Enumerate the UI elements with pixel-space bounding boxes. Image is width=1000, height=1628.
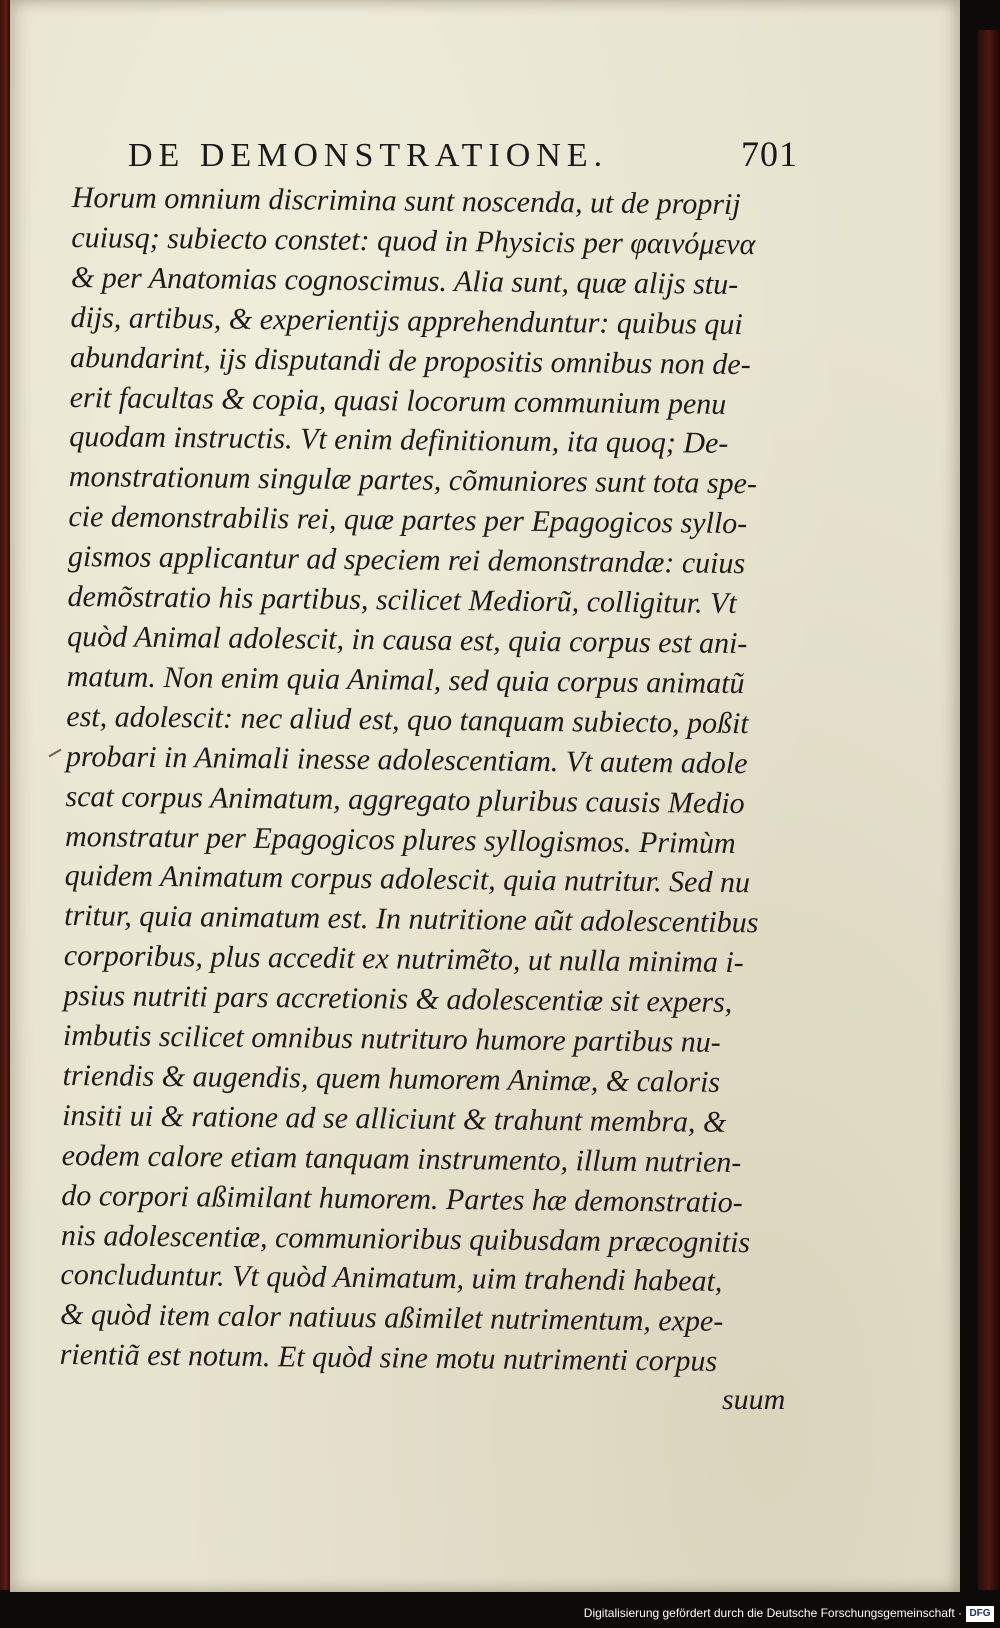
text-line: demõstratio his partibus, scilicet Mediorũ, colligitur. Vt — [67, 580, 737, 621]
book-page — [10, 0, 960, 1592]
dfg-logo-icon: DFG — [966, 1606, 994, 1622]
binding-edge — [0, 0, 10, 1590]
text-line: dijs, artibus, & experientijs apprehenduntur: quibus qui — [70, 300, 743, 341]
text-line: imbutis scilicet omnibus nutrituro humore partibus nu- — [62, 1018, 721, 1059]
text-line: rientiã est notum. Et quòd sine motu nutrimenti corpus — [59, 1338, 718, 1379]
text-line: Horum omnium discrimina sunt noscenda, ut de proprij — [71, 180, 741, 222]
text-line: triendis & augendis, quem humorem Animæ, & caloris — [62, 1058, 721, 1099]
text-line: quidem Animatum corpus adolescit, quia nutritur. Sed nu — [64, 859, 751, 900]
text-line: nis adolescentiæ, communioribus quibusdam præcognitis — [60, 1218, 751, 1259]
text-line: do corpori aßimilant humorem. Partes hæ demonstratio- — [61, 1178, 743, 1219]
text-line: concluduntur. Vt quòd Animatum, uim trahendi habeat, — [60, 1258, 723, 1299]
text-line: insiti ui & ratione ad se alliciunt & trahunt membra, & — [62, 1098, 727, 1139]
running-head — [128, 133, 798, 175]
text-line: scat corpus Animatum, aggregato pluribus causis Medio — [65, 779, 745, 820]
text-line: & per Anatomias cognoscimus. Alia sunt, quæ alijs stu- — [70, 260, 739, 301]
running-title: DE DEMONSTRATIONE. — [128, 137, 609, 174]
text-line: tritur, quia animatum est. In nutritione aũt adolescentibus — [64, 899, 759, 940]
text-line: quòd Animal adolescit, in causa est, quia corpus est ani- — [67, 619, 748, 661]
text-line: abundarint, ijs disputandi de propositis omnibus non de- — [69, 340, 751, 381]
footer-bar — [0, 1592, 1000, 1628]
text-line: erit facultas & copia, quasi locorum communium penu — [69, 380, 727, 421]
text-line: psius nutriti pars accretionis & adolescentiæ sit expers, — [63, 979, 733, 1020]
text-line: cie demonstrabilis rei, quæ partes per Epagogicos syllo- — [68, 500, 748, 541]
text-line: monstratur per Epagogicos plures syllogismos. Primùm — [64, 819, 736, 860]
margin-mark — [48, 749, 61, 758]
text-line: matum. Non enim quia Animal, sed quia corpus animatũ — [66, 659, 745, 700]
text-line: & quòd item calor natiuus aßimilet nutrimentum, expe- — [59, 1298, 724, 1339]
digitization-credit: Digitalisierung gefördert durch die Deutsche Forschungsgemeinschaft · — [583, 1606, 962, 1620]
text-line: eodem calore etiam tanquam instrumento, illum nutrien- — [61, 1138, 742, 1179]
book-edge — [978, 30, 1000, 1590]
text-line: gismos applicantur ad speciem rei demonstrandæ: cuius — [67, 540, 746, 581]
page-number: 701 — [741, 134, 798, 174]
body-text — [59, 178, 791, 1383]
text-line: corporibus, plus accedit ex nutrimẽto, ut nulla minima i- — [63, 939, 744, 980]
text-line: est, adolescit: nec aliud est, quo tanquam subiecto, poßit — [66, 699, 749, 740]
text-line: monstrationum singulæ partes, cõmuniores sunt tota spe- — [68, 460, 758, 501]
text-line: probari in Animali inesse adolescentiam. Vt autem adole — [65, 739, 748, 780]
text-line: cuiusq; subiecto constet: quod in Physicis per φαινόμενα — [71, 220, 756, 262]
catchword: suum — [722, 1383, 786, 1416]
text-line: quodam instructis. Vt enim definitionum, ita quoq; De- — [69, 420, 729, 461]
